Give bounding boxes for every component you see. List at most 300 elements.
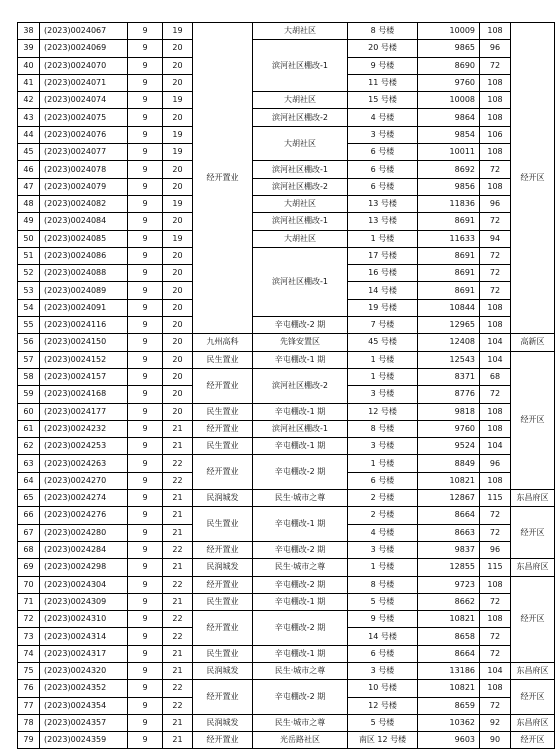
month-cell: 9	[128, 109, 163, 126]
month-cell: 9	[128, 161, 163, 178]
building-cell: 7 号楼	[348, 317, 418, 334]
building-cell: 6 号楼	[348, 645, 418, 662]
building-cell: 8 号楼	[348, 420, 418, 437]
building-cell: 12 号楼	[348, 403, 418, 420]
day-cell: 22	[163, 576, 193, 593]
day-cell: 19	[163, 144, 193, 161]
table-row	[18, 178, 555, 195]
month-cell: 9	[128, 680, 163, 697]
month-cell: 9	[128, 213, 163, 230]
area-cell: 9856	[418, 178, 480, 195]
day-cell: 22	[163, 680, 193, 697]
license-number-cell: (2023)0024152	[40, 351, 128, 368]
row-number-cell: 68	[18, 541, 40, 558]
row-number-cell: 49	[18, 213, 40, 230]
month-cell: 9	[128, 247, 163, 264]
table-row	[18, 334, 555, 351]
day-cell: 20	[163, 57, 193, 74]
month-cell: 9	[128, 593, 163, 610]
building-cell: 15 号楼	[348, 92, 418, 109]
row-number-cell: 71	[18, 593, 40, 610]
license-number-cell: (2023)0024276	[40, 507, 128, 524]
project-cell: 辛屯棚改-1 期	[253, 593, 348, 610]
developer-cell: 经开置业	[193, 420, 253, 437]
area-cell: 11633	[418, 230, 480, 247]
building-cell: 45 号楼	[348, 334, 418, 351]
project-cell: 大胡社区	[253, 195, 348, 212]
district-cell: 东昌府区	[511, 662, 555, 679]
license-number-cell: (2023)0024084	[40, 213, 128, 230]
units-cell: 72	[480, 628, 511, 645]
month-cell: 9	[128, 126, 163, 143]
area-cell: 10362	[418, 714, 480, 731]
license-number-cell: (2023)0024253	[40, 438, 128, 455]
day-cell: 20	[163, 386, 193, 403]
area-cell: 8664	[418, 507, 480, 524]
area-cell: 10821	[418, 680, 480, 697]
table-row	[18, 662, 555, 679]
row-number-cell: 70	[18, 576, 40, 593]
row-number-cell: 75	[18, 662, 40, 679]
units-cell: 72	[480, 213, 511, 230]
day-cell: 19	[163, 92, 193, 109]
month-cell: 9	[128, 368, 163, 385]
month-cell: 9	[128, 455, 163, 472]
project-cell: 滨河社区棚改-1	[253, 420, 348, 437]
license-number-cell: (2023)0024263	[40, 455, 128, 472]
month-cell: 9	[128, 559, 163, 576]
units-cell: 104	[480, 334, 511, 351]
building-cell: 16 号楼	[348, 265, 418, 282]
day-cell: 19	[163, 23, 193, 40]
project-cell: 光岳路社区	[253, 732, 348, 749]
developer-cell: 九州高科	[193, 334, 253, 351]
units-cell: 94	[480, 230, 511, 247]
row-number-cell: 77	[18, 697, 40, 714]
month-cell: 9	[128, 420, 163, 437]
month-cell: 9	[128, 195, 163, 212]
day-cell: 21	[163, 645, 193, 662]
month-cell: 9	[128, 144, 163, 161]
month-cell: 9	[128, 714, 163, 731]
units-cell: 72	[480, 265, 511, 282]
month-cell: 9	[128, 576, 163, 593]
day-cell: 20	[163, 178, 193, 195]
day-cell: 21	[163, 524, 193, 541]
building-cell: 10 号楼	[348, 680, 418, 697]
day-cell: 22	[163, 697, 193, 714]
month-cell: 9	[128, 732, 163, 749]
license-number-cell: (2023)0024177	[40, 403, 128, 420]
project-cell: 滨河社区棚改-2	[253, 109, 348, 126]
developer-cell: 民生置业	[193, 507, 253, 542]
units-cell: 108	[480, 472, 511, 489]
table-row	[18, 438, 555, 455]
project-cell: 民生·城市之尊	[253, 662, 348, 679]
area-cell: 12855	[418, 559, 480, 576]
license-number-cell: (2023)0024232	[40, 420, 128, 437]
project-cell: 辛屯棚改-2 期	[253, 680, 348, 715]
month-cell: 9	[128, 541, 163, 558]
units-cell: 108	[480, 680, 511, 697]
month-cell: 9	[128, 334, 163, 351]
row-number-cell: 65	[18, 490, 40, 507]
license-number-cell: (2023)0024086	[40, 247, 128, 264]
license-table	[17, 22, 555, 749]
table-row	[18, 109, 555, 126]
developer-cell: 经开置业	[193, 680, 253, 715]
day-cell: 22	[163, 541, 193, 558]
table-row	[18, 92, 555, 109]
building-cell: 1 号楼	[348, 559, 418, 576]
row-number-cell: 67	[18, 524, 40, 541]
developer-cell: 民生置业	[193, 645, 253, 662]
row-number-cell: 69	[18, 559, 40, 576]
units-cell: 72	[480, 247, 511, 264]
building-cell: 5 号楼	[348, 714, 418, 731]
license-number-cell: (2023)0024075	[40, 109, 128, 126]
building-cell: 20 号楼	[348, 40, 418, 57]
developer-cell: 民润城发	[193, 490, 253, 507]
month-cell: 9	[128, 490, 163, 507]
project-cell: 辛屯棚改-2 期	[253, 576, 348, 593]
project-cell: 民生·城市之尊	[253, 559, 348, 576]
license-number-cell: (2023)0024067	[40, 23, 128, 40]
area-cell: 10821	[418, 611, 480, 628]
table-row	[18, 576, 555, 593]
building-cell: 1 号楼	[348, 351, 418, 368]
license-number-cell: (2023)0024357	[40, 714, 128, 731]
area-cell: 8371	[418, 368, 480, 385]
day-cell: 21	[163, 662, 193, 679]
building-cell: 3 号楼	[348, 662, 418, 679]
area-cell: 9524	[418, 438, 480, 455]
units-cell: 96	[480, 195, 511, 212]
table-row	[18, 559, 555, 576]
day-cell: 19	[163, 195, 193, 212]
day-cell: 22	[163, 611, 193, 628]
table-row	[18, 213, 555, 230]
units-cell: 108	[480, 109, 511, 126]
license-number-cell: (2023)0024320	[40, 662, 128, 679]
day-cell: 20	[163, 334, 193, 351]
row-number-cell: 66	[18, 507, 40, 524]
project-cell: 滨河社区棚改-1	[253, 161, 348, 178]
units-cell: 115	[480, 559, 511, 576]
developer-cell: 经开置业	[193, 576, 253, 593]
units-cell: 106	[480, 126, 511, 143]
license-number-cell: (2023)0024317	[40, 645, 128, 662]
building-cell: 13 号楼	[348, 213, 418, 230]
units-cell: 108	[480, 92, 511, 109]
developer-cell: 民生置业	[193, 593, 253, 610]
license-number-cell: (2023)0024089	[40, 282, 128, 299]
table-row	[18, 714, 555, 731]
project-cell: 辛屯棚改-2 期	[253, 541, 348, 558]
day-cell: 20	[163, 265, 193, 282]
area-cell: 8691	[418, 265, 480, 282]
building-cell: 11 号楼	[348, 74, 418, 91]
units-cell: 72	[480, 645, 511, 662]
row-number-cell: 41	[18, 74, 40, 91]
month-cell: 9	[128, 403, 163, 420]
area-cell: 8692	[418, 161, 480, 178]
units-cell: 108	[480, 23, 511, 40]
district-cell: 经开区	[511, 680, 555, 715]
month-cell: 9	[128, 40, 163, 57]
license-number-cell: (2023)0024076	[40, 126, 128, 143]
table-row	[18, 507, 555, 524]
area-cell: 10009	[418, 23, 480, 40]
developer-cell: 经开置业	[193, 541, 253, 558]
area-cell: 11836	[418, 195, 480, 212]
district-cell: 高新区	[511, 334, 555, 351]
table-row	[18, 455, 555, 472]
month-cell: 9	[128, 645, 163, 662]
district-cell: 经开区	[511, 576, 555, 662]
units-cell: 72	[480, 282, 511, 299]
area-cell: 13186	[418, 662, 480, 679]
units-cell: 72	[480, 386, 511, 403]
project-cell: 辛屯棚改-1 期	[253, 438, 348, 455]
table-row	[18, 490, 555, 507]
row-number-cell: 78	[18, 714, 40, 731]
developer-cell: 民润城发	[193, 559, 253, 576]
area-cell: 8776	[418, 386, 480, 403]
project-cell: 辛屯棚改-2 期	[253, 455, 348, 490]
developer-cell: 经开置业	[193, 455, 253, 490]
units-cell: 96	[480, 541, 511, 558]
project-cell: 大胡社区	[253, 23, 348, 40]
month-cell: 9	[128, 178, 163, 195]
row-number-cell: 47	[18, 178, 40, 195]
area-cell: 9723	[418, 576, 480, 593]
units-cell: 96	[480, 40, 511, 57]
area-cell: 9760	[418, 74, 480, 91]
area-cell: 8659	[418, 697, 480, 714]
table-row	[18, 680, 555, 697]
project-cell: 滨河社区棚改-2	[253, 368, 348, 403]
project-cell: 辛屯棚改-2 期	[253, 317, 348, 334]
units-cell: 72	[480, 593, 511, 610]
building-cell: 14 号楼	[348, 282, 418, 299]
units-cell: 72	[480, 57, 511, 74]
month-cell: 9	[128, 230, 163, 247]
table-row	[18, 645, 555, 662]
month-cell: 9	[128, 299, 163, 316]
area-cell: 10008	[418, 92, 480, 109]
row-number-cell: 56	[18, 334, 40, 351]
units-cell: 108	[480, 178, 511, 195]
license-number-cell: (2023)0024088	[40, 265, 128, 282]
developer-cell: 民生置业	[193, 351, 253, 368]
project-cell: 辛屯棚改-2 期	[253, 611, 348, 646]
district-cell: 东昌府区	[511, 714, 555, 731]
table-row	[18, 593, 555, 610]
building-cell: 1 号楼	[348, 455, 418, 472]
developer-cell: 经开置业	[193, 611, 253, 646]
area-cell: 10821	[418, 472, 480, 489]
row-number-cell: 74	[18, 645, 40, 662]
row-number-cell: 38	[18, 23, 40, 40]
building-cell: 4 号楼	[348, 524, 418, 541]
building-cell: 13 号楼	[348, 195, 418, 212]
day-cell: 21	[163, 490, 193, 507]
developer-cell: 民生置业	[193, 438, 253, 455]
area-cell: 8663	[418, 524, 480, 541]
row-number-cell: 55	[18, 317, 40, 334]
day-cell: 21	[163, 714, 193, 731]
table-row	[18, 541, 555, 558]
row-number-cell: 57	[18, 351, 40, 368]
license-number-cell: (2023)0024310	[40, 611, 128, 628]
license-number-cell: (2023)0024157	[40, 368, 128, 385]
row-number-cell: 63	[18, 455, 40, 472]
day-cell: 21	[163, 507, 193, 524]
row-number-cell: 60	[18, 403, 40, 420]
building-cell: 6 号楼	[348, 472, 418, 489]
area-cell: 12867	[418, 490, 480, 507]
license-number-cell: (2023)0024352	[40, 680, 128, 697]
month-cell: 9	[128, 282, 163, 299]
day-cell: 21	[163, 438, 193, 455]
table-row	[18, 230, 555, 247]
license-number-cell: (2023)0024069	[40, 40, 128, 57]
license-number-cell: (2023)0024116	[40, 317, 128, 334]
building-cell: 2 号楼	[348, 507, 418, 524]
row-number-cell: 62	[18, 438, 40, 455]
units-cell: 115	[480, 490, 511, 507]
license-number-cell: (2023)0024168	[40, 386, 128, 403]
building-cell: 3 号楼	[348, 438, 418, 455]
area-cell: 10844	[418, 299, 480, 316]
license-number-cell: (2023)0024270	[40, 472, 128, 489]
building-cell: 12 号楼	[348, 697, 418, 714]
day-cell: 20	[163, 40, 193, 57]
month-cell: 9	[128, 74, 163, 91]
area-cell: 9603	[418, 732, 480, 749]
day-cell: 20	[163, 213, 193, 230]
month-cell: 9	[128, 57, 163, 74]
building-cell: 8 号楼	[348, 576, 418, 593]
day-cell: 20	[163, 299, 193, 316]
day-cell: 21	[163, 420, 193, 437]
row-number-cell: 61	[18, 420, 40, 437]
building-cell: 3 号楼	[348, 386, 418, 403]
month-cell: 9	[128, 92, 163, 109]
building-cell: 14 号楼	[348, 628, 418, 645]
district-cell: 经开区	[511, 351, 555, 489]
area-cell: 12965	[418, 317, 480, 334]
building-cell: 9 号楼	[348, 57, 418, 74]
day-cell: 19	[163, 126, 193, 143]
building-cell: 1 号楼	[348, 230, 418, 247]
project-cell: 滨河社区棚改-1	[253, 213, 348, 230]
units-cell: 108	[480, 403, 511, 420]
row-number-cell: 43	[18, 109, 40, 126]
table-row	[18, 161, 555, 178]
developer-cell: 经开置业	[193, 732, 253, 749]
month-cell: 9	[128, 438, 163, 455]
license-number-cell: (2023)0024082	[40, 195, 128, 212]
building-cell: 南区 12 号楼	[348, 732, 418, 749]
units-cell: 72	[480, 507, 511, 524]
project-cell: 民生·城市之尊	[253, 714, 348, 731]
developer-cell: 经开置业	[193, 368, 253, 403]
units-cell: 108	[480, 299, 511, 316]
area-cell: 8849	[418, 455, 480, 472]
row-number-cell: 53	[18, 282, 40, 299]
building-cell: 1 号楼	[348, 368, 418, 385]
units-cell: 104	[480, 351, 511, 368]
units-cell: 92	[480, 714, 511, 731]
table-row	[18, 126, 555, 143]
developer-cell: 民润城发	[193, 714, 253, 731]
row-number-cell: 76	[18, 680, 40, 697]
license-number-cell: (2023)0024309	[40, 593, 128, 610]
row-number-cell: 48	[18, 195, 40, 212]
units-cell: 72	[480, 697, 511, 714]
license-number-cell: (2023)0024298	[40, 559, 128, 576]
day-cell: 20	[163, 282, 193, 299]
district-cell: 经开区	[511, 732, 555, 749]
row-number-cell: 46	[18, 161, 40, 178]
district-cell: 经开区	[511, 507, 555, 559]
area-cell: 12408	[418, 334, 480, 351]
day-cell: 20	[163, 351, 193, 368]
building-cell: 3 号楼	[348, 126, 418, 143]
table-row	[18, 368, 555, 385]
area-cell: 8691	[418, 247, 480, 264]
license-number-cell: (2023)0024078	[40, 161, 128, 178]
project-cell: 民生·城市之尊	[253, 490, 348, 507]
project-cell: 滨河社区棚改-2	[253, 178, 348, 195]
day-cell: 21	[163, 559, 193, 576]
row-number-cell: 58	[18, 368, 40, 385]
units-cell: 108	[480, 420, 511, 437]
building-cell: 3 号楼	[348, 541, 418, 558]
project-cell: 滨河社区棚改-1	[253, 247, 348, 316]
building-cell: 6 号楼	[348, 144, 418, 161]
row-number-cell: 44	[18, 126, 40, 143]
units-cell: 108	[480, 317, 511, 334]
table-row	[18, 351, 555, 368]
row-number-cell: 64	[18, 472, 40, 489]
month-cell: 9	[128, 386, 163, 403]
developer-cell: 民润城发	[193, 662, 253, 679]
table-row	[18, 23, 555, 40]
license-number-cell: (2023)0024085	[40, 230, 128, 247]
row-number-cell: 52	[18, 265, 40, 282]
developer-cell: 经开置业	[193, 23, 253, 334]
project-cell: 先锋安置区	[253, 334, 348, 351]
license-number-cell: (2023)0024079	[40, 178, 128, 195]
project-cell: 大胡社区	[253, 126, 348, 161]
month-cell: 9	[128, 611, 163, 628]
project-cell: 辛屯棚改-1 期	[253, 645, 348, 662]
month-cell: 9	[128, 23, 163, 40]
units-cell: 104	[480, 438, 511, 455]
day-cell: 21	[163, 593, 193, 610]
building-cell: 6 号楼	[348, 161, 418, 178]
building-cell: 4 号楼	[348, 109, 418, 126]
units-cell: 108	[480, 576, 511, 593]
month-cell: 9	[128, 697, 163, 714]
day-cell: 22	[163, 628, 193, 645]
project-cell: 辛屯棚改-1 期	[253, 403, 348, 420]
license-number-cell: (2023)0024354	[40, 697, 128, 714]
day-cell: 22	[163, 472, 193, 489]
